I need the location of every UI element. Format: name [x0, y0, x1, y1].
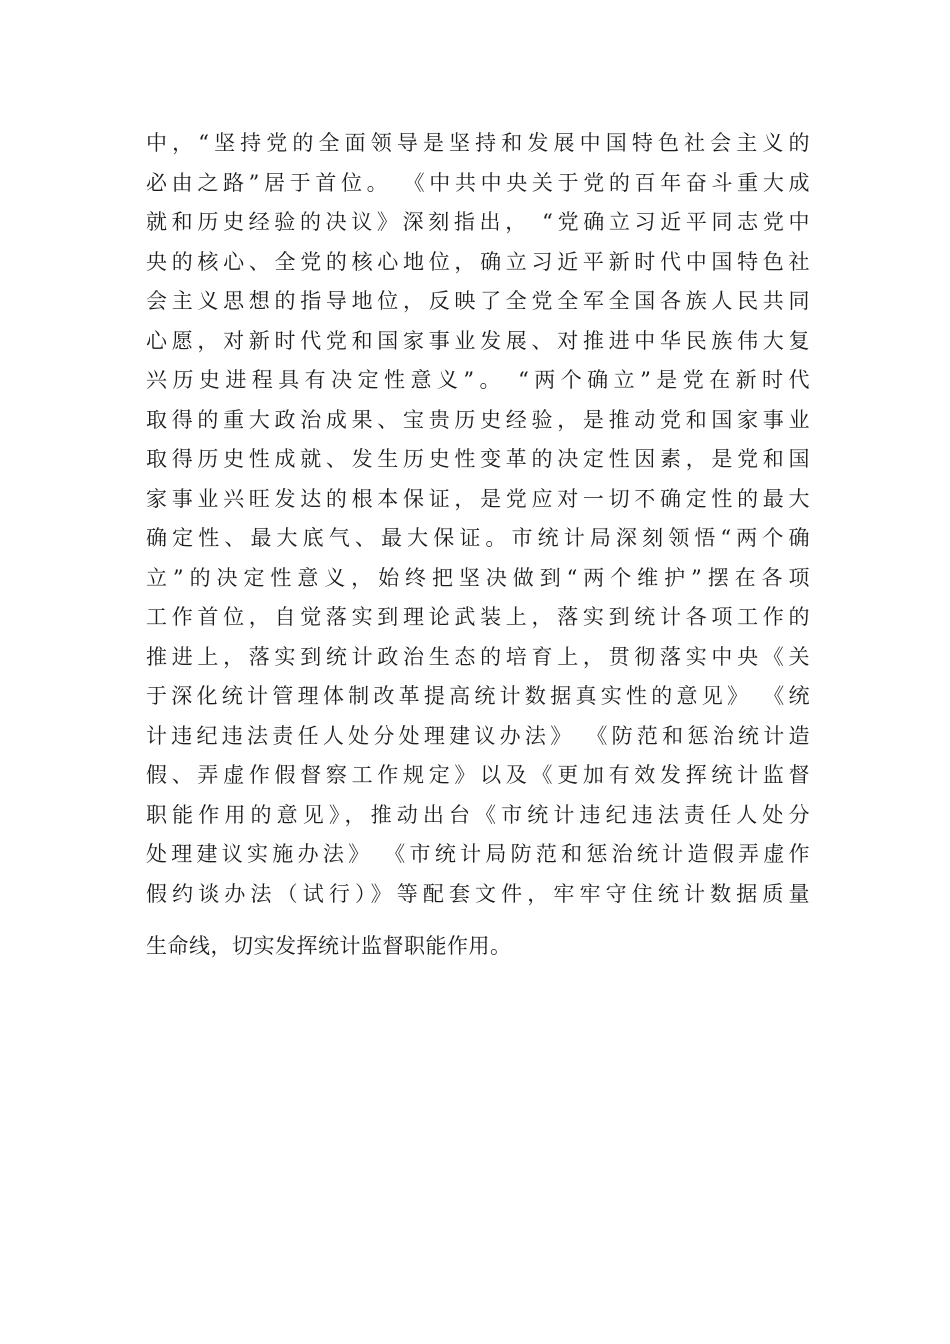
text-line: 立”的决定性意义，始终把坚决做到“两个维护”摆在各项: [146, 565, 810, 590]
text-line: 处理建议实施办法》 《市统计局防范和惩治统计造假弄虚作: [146, 842, 810, 866]
text-line: 假、弄虚作假督察工作规定》以及《更加有效发挥统计监督: [146, 763, 810, 787]
text-line: 央的核心、全党的核心地位，确立习近平新时代中国特色社: [146, 249, 810, 274]
text-line: 会主义思想的指导地位，反映了全党全军全国各族人民共同: [146, 289, 810, 313]
text-line: 心愿，对新时代党和国家事业发展、对推进中华民族伟大复: [146, 328, 810, 353]
text-line: 工作首位，自觉落实到理论武装上，落实到统计各项工作的: [146, 605, 810, 629]
text-line: 计违纪违法责任人处分处理建议办法》 《防范和惩治统计造: [146, 723, 810, 748]
text-line: 中，“坚持党的全面领导是坚持和发展中国特色社会主义的: [146, 131, 810, 155]
text-line: 推进上，落实到统计政治生态的培育上，贯彻落实中央《关: [146, 644, 810, 669]
body-paragraph: [146, 124, 810, 967]
text-line: 家事业兴旺发达的根本保证，是党应对一切不确定性的最大: [146, 486, 810, 511]
text-line: 取得的重大政治成果、宝贵历史经验，是推动党和国家事业: [146, 407, 810, 432]
text-line: 必由之路”居于首位。 《中共中央关于党的百年奋斗重大成: [146, 170, 810, 195]
text-line: 兴历史进程具有决定性意义”。 “两个确立”是党在新时代: [146, 368, 810, 392]
text-line: 取得历史性成就、发生历史性变革的决定性因素，是党和国: [146, 447, 810, 471]
text-line: 假约谈办法（试行）》等配套文件，牢牢守住统计数据质量: [146, 881, 810, 906]
text-line: 确定性、最大底气、最大保证。市统计局深刻领悟“两个确: [146, 526, 810, 550]
text-line: 职能作用的意见》，推动出台《市统计违纪违法责任人处分: [146, 802, 810, 827]
text-line: 于深化统计管理体制改革提高统计数据真实性的意见》 《统: [146, 684, 810, 708]
text-line: 就和历史经验的决议》深刻指出， “党确立习近平同志党中: [146, 210, 810, 234]
text-line-last: 生命线，切实发挥统计监督职能作用。: [146, 934, 512, 958]
